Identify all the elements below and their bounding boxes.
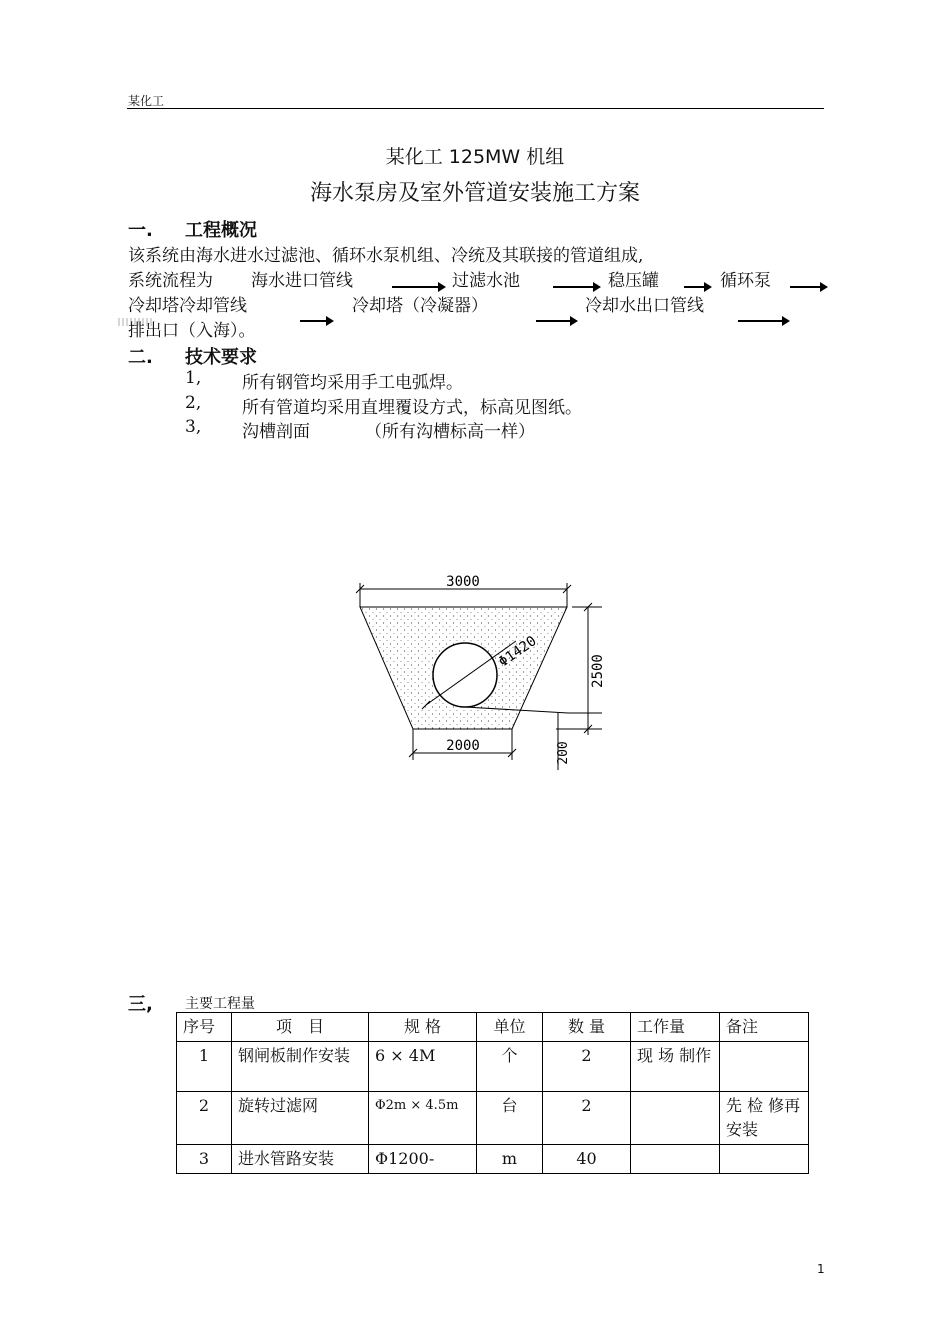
table-cell: 3: [177, 1145, 232, 1174]
table-header-cell: 工作量: [631, 1013, 720, 1042]
table-cell: 6 × 4M: [369, 1042, 477, 1092]
table-header-cell: 单位: [477, 1013, 543, 1042]
flow-arrow-icon: [684, 286, 706, 288]
flow-arrow-icon: [790, 286, 822, 288]
flow-arrow-icon: [536, 320, 572, 322]
flow-arrow-icon: [300, 320, 328, 322]
table-cell: Φ2m × 4.5m: [369, 1092, 477, 1145]
document-title: 某化工 125MW 机组: [385, 146, 565, 168]
req-3-num: 3,: [185, 417, 202, 437]
page-header: 某化工: [128, 94, 165, 108]
table-header-row: [177, 1013, 809, 1042]
flow-step-3: 稳压罐: [608, 271, 659, 291]
table-cell: 40: [543, 1145, 631, 1174]
dim-base: 200: [556, 741, 571, 765]
flow-step-1: 海水进口管线: [251, 271, 353, 291]
table-header-cell: 序号: [177, 1013, 232, 1042]
table-cell: m: [477, 1145, 543, 1174]
flow-step-7: 冷却水出口管线: [585, 296, 704, 316]
table-header-cell: 备注: [720, 1013, 809, 1042]
flow-arrow-icon: [392, 286, 440, 288]
dim-pipe-diameter: Φ1420: [495, 633, 540, 671]
table-header-cell: 规 格: [369, 1013, 477, 1042]
table-cell: 1: [177, 1042, 232, 1092]
section3-heading: 主要工程量: [185, 996, 255, 1012]
req-3-text: 沟槽剖面: [242, 422, 310, 442]
table-cell: [631, 1145, 720, 1174]
quantity-table: [176, 1012, 809, 1174]
req-2-text: 所有管道均采用直埋覆设方式，标高见图纸。: [242, 398, 582, 418]
table-cell: 旋转过滤网: [232, 1092, 369, 1145]
flow-step-2: 过滤水池: [452, 271, 520, 291]
table-row: [177, 1042, 809, 1092]
table-cell: 现 场 制作: [631, 1042, 720, 1092]
header-rule: [127, 108, 824, 109]
req-3-note: （所有沟槽标高一样）: [365, 422, 535, 442]
table-cell: Φ1200-: [369, 1145, 477, 1174]
req-1-num: 1,: [185, 368, 202, 388]
table-cell: 2: [543, 1092, 631, 1145]
table-cell: 进水管路安装: [232, 1145, 369, 1174]
flow-prefix: 系统流程为: [128, 271, 213, 291]
section1-text: 该系统由海水进水过滤池、循环水泵机组、冷统及其联接的管道组成,: [128, 246, 644, 266]
table-cell: [720, 1145, 809, 1174]
flow-arrow-icon: [553, 286, 595, 288]
trench-body: [360, 607, 568, 729]
table-row: [177, 1092, 809, 1145]
table-header-cell: 项 目: [232, 1013, 369, 1042]
req-2-num: 2,: [185, 393, 202, 413]
dim-top-width: 3000: [446, 574, 480, 590]
table-cell: 台: [477, 1092, 543, 1145]
dim-height: 2500: [590, 654, 606, 688]
section2-number: 二.: [128, 347, 153, 368]
section3-number: 三,: [128, 994, 153, 1015]
section2-heading: 技术要求: [185, 347, 257, 368]
flow-step-4: 循环泵: [720, 271, 771, 291]
page-number: 1: [817, 1262, 825, 1276]
trench-section-diagram: [340, 565, 620, 780]
dim-bottom-width: 2000: [446, 738, 480, 754]
table-cell: 2: [543, 1042, 631, 1092]
document-subtitle: 海水泵房及室外管道安装施工方案: [309, 181, 640, 206]
section1-number: 一.: [128, 220, 153, 241]
flow-step-5: 冷却塔冷却管线: [128, 296, 247, 316]
section1-heading: 工程概况: [185, 220, 257, 241]
table-row: [177, 1145, 809, 1174]
req-1-text: 所有钢管均采用手工电弧焊。: [242, 373, 463, 393]
table-cell: 先 检 修再安装: [720, 1092, 809, 1145]
table-cell: 个: [477, 1042, 543, 1092]
flow-step-6: 冷却塔（冷凝器）: [352, 296, 488, 316]
table-cell: [631, 1092, 720, 1145]
table-header-cell: 数 量: [543, 1013, 631, 1042]
flow-step-8: 排出口（入海）。: [128, 321, 256, 341]
table-cell: [720, 1042, 809, 1092]
flow-arrow-icon: [738, 320, 784, 322]
table-cell: 2: [177, 1092, 232, 1145]
table-cell: 钢闸板制作安装: [232, 1042, 369, 1092]
